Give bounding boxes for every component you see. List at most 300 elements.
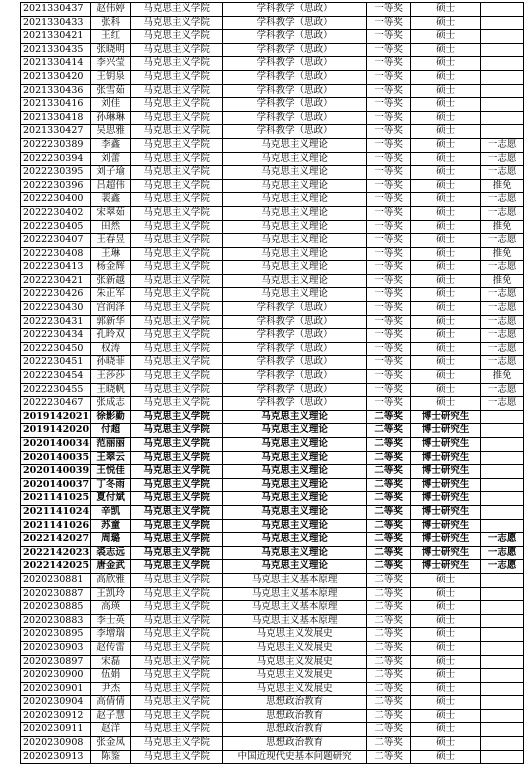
major-cell: 马克思主义理论 — [223, 451, 367, 465]
note-cell — [481, 478, 524, 492]
major-cell: 思想政治教育 — [223, 723, 367, 737]
student-name-cell: 赵传雷 — [91, 641, 131, 655]
student-name-cell: 宋磊 — [91, 655, 131, 669]
table-body — [21, 3, 524, 764]
college-cell: 马克思主义学院 — [131, 682, 223, 696]
student-id-cell: 2022230396 — [21, 179, 91, 193]
degree-type-cell: 硕士 — [411, 601, 481, 615]
student-name-cell: 张雪茹 — [91, 84, 131, 98]
award-level-cell: 一等奖 — [367, 206, 411, 220]
student-name-cell: 赵伟婷 — [91, 3, 131, 17]
major-cell: 学科教学（思政） — [223, 70, 367, 84]
table-row — [21, 696, 524, 710]
award-level-cell: 二等奖 — [367, 601, 411, 615]
degree-type-cell: 硕士 — [411, 737, 481, 751]
degree-type-cell: 硕士 — [411, 84, 481, 98]
student-id-cell: 2020230883 — [21, 614, 91, 628]
college-cell: 马克思主义学院 — [131, 16, 223, 30]
student-id-cell: 2022230408 — [21, 247, 91, 261]
student-id-cell: 2020140039 — [21, 465, 91, 479]
award-level-cell: 二等奖 — [367, 614, 411, 628]
student-id-cell: 2020230897 — [21, 655, 91, 669]
major-cell: 学科教学（思政） — [223, 111, 367, 125]
college-cell: 马克思主义学院 — [131, 206, 223, 220]
award-level-cell: 一等奖 — [367, 315, 411, 329]
student-id-cell: 2020230885 — [21, 601, 91, 615]
major-cell: 马克思主义基本原理 — [223, 601, 367, 615]
college-cell: 马克思主义学院 — [131, 288, 223, 302]
note-cell — [481, 655, 524, 669]
award-level-cell: 一等奖 — [367, 247, 411, 261]
college-cell: 马克思主义学院 — [131, 356, 223, 370]
college-cell: 马克思主义学院 — [131, 669, 223, 683]
major-cell: 学科教学（思政） — [223, 125, 367, 139]
table-row — [21, 193, 524, 207]
student-id-cell: 2022230413 — [21, 261, 91, 275]
award-level-cell: 二等奖 — [367, 546, 411, 560]
college-cell: 马克思主义学院 — [131, 342, 223, 356]
college-cell: 马克思主义学院 — [131, 274, 223, 288]
table-row — [21, 43, 524, 57]
degree-type-cell: 硕士 — [411, 614, 481, 628]
degree-type-cell: 硕士 — [411, 750, 481, 764]
award-level-cell: 二等奖 — [367, 410, 411, 424]
major-cell: 马克思主义理论 — [223, 424, 367, 438]
college-cell: 马克思主义学院 — [131, 628, 223, 642]
college-cell: 马克思主义学院 — [131, 519, 223, 533]
college-cell: 马克思主义学院 — [131, 247, 223, 261]
student-id-cell: 2022230421 — [21, 274, 91, 288]
note-cell: 一志愿 — [481, 166, 524, 180]
student-name-cell: 张新越 — [91, 274, 131, 288]
student-name-cell: 王悦佳 — [91, 465, 131, 479]
table-row — [21, 179, 524, 193]
table-row — [21, 329, 524, 343]
college-cell: 马克思主义学院 — [131, 492, 223, 506]
table-row — [21, 505, 524, 519]
student-id-cell: 2020230900 — [21, 669, 91, 683]
major-cell: 学科教学（思政） — [223, 383, 367, 397]
major-cell: 马克思主义理论 — [223, 206, 367, 220]
student-id-cell: 2020140037 — [21, 478, 91, 492]
student-id-cell: 2021141025 — [21, 492, 91, 506]
note-cell: 一志愿 — [481, 397, 524, 411]
major-cell: 马克思主义理论 — [223, 247, 367, 261]
student-id-cell: 2022230450 — [21, 342, 91, 356]
student-id-cell: 2020230903 — [21, 641, 91, 655]
college-cell: 马克思主义学院 — [131, 709, 223, 723]
award-level-cell: 二等奖 — [367, 737, 411, 751]
student-name-cell: 张成志 — [91, 397, 131, 411]
table-row — [21, 410, 524, 424]
student-id-cell: 2020230904 — [21, 696, 91, 710]
table-row — [21, 30, 524, 44]
note-cell — [481, 125, 524, 139]
student-name-cell: 苏童 — [91, 519, 131, 533]
degree-type-cell: 硕士 — [411, 370, 481, 384]
note-cell — [481, 587, 524, 601]
student-name-cell: 田然 — [91, 220, 131, 234]
degree-type-cell: 博士研究生 — [411, 560, 481, 574]
degree-type-cell: 硕士 — [411, 655, 481, 669]
award-level-cell: 二等奖 — [367, 533, 411, 547]
college-cell: 马克思主义学院 — [131, 179, 223, 193]
note-cell — [481, 614, 524, 628]
table-row — [21, 573, 524, 587]
table-row — [21, 288, 524, 302]
award-level-cell: 二等奖 — [367, 655, 411, 669]
student-name-cell: 刘子瑜 — [91, 166, 131, 180]
note-cell — [481, 43, 524, 57]
major-cell: 思想政治教育 — [223, 709, 367, 723]
award-level-cell: 一等奖 — [367, 261, 411, 275]
student-name-cell: 王琳 — [91, 247, 131, 261]
table-row — [21, 3, 524, 17]
note-cell — [481, 3, 524, 17]
note-cell — [481, 57, 524, 71]
major-cell: 思想政治教育 — [223, 696, 367, 710]
college-cell: 马克思主义学院 — [131, 84, 223, 98]
student-id-cell: 2019142020 — [21, 424, 91, 438]
award-level-cell: 一等奖 — [367, 302, 411, 316]
major-cell: 马克思主义理论 — [223, 166, 367, 180]
student-id-cell: 2021330416 — [21, 98, 91, 112]
note-cell: 推免 — [481, 370, 524, 384]
table-row — [21, 709, 524, 723]
table-row — [21, 274, 524, 288]
student-id-cell: 2021330420 — [21, 70, 91, 84]
award-level-cell: 二等奖 — [367, 451, 411, 465]
award-level-cell: 一等奖 — [367, 111, 411, 125]
degree-type-cell: 博士研究生 — [411, 465, 481, 479]
student-id-cell: 2022230407 — [21, 234, 91, 248]
degree-type-cell: 硕士 — [411, 397, 481, 411]
student-id-cell: 2022142023 — [21, 546, 91, 560]
award-level-cell: 一等奖 — [367, 383, 411, 397]
note-cell — [481, 410, 524, 424]
table-row — [21, 533, 524, 547]
note-cell: 推免 — [481, 247, 524, 261]
student-name-cell: 王莎莎 — [91, 370, 131, 384]
student-id-cell: 2020230913 — [21, 750, 91, 764]
student-id-cell: 2021330433 — [21, 16, 91, 30]
college-cell: 马克思主义学院 — [131, 30, 223, 44]
degree-type-cell: 硕士 — [411, 220, 481, 234]
major-cell: 学科教学（思政） — [223, 3, 367, 17]
award-level-cell: 二等奖 — [367, 478, 411, 492]
degree-type-cell: 博士研究生 — [411, 546, 481, 560]
note-cell — [481, 424, 524, 438]
student-name-cell: 徐影勤 — [91, 410, 131, 424]
award-level-cell: 一等奖 — [367, 84, 411, 98]
student-id-cell: 2020230901 — [21, 682, 91, 696]
table-row — [21, 16, 524, 30]
note-cell: 推免 — [481, 274, 524, 288]
table-row — [21, 383, 524, 397]
award-level-cell: 二等奖 — [367, 641, 411, 655]
note-cell: 一志愿 — [481, 193, 524, 207]
major-cell: 马克思主义发展史 — [223, 682, 367, 696]
student-id-cell: 2022230467 — [21, 397, 91, 411]
major-cell: 马克思主义理论 — [223, 505, 367, 519]
table-row — [21, 342, 524, 356]
note-cell — [481, 465, 524, 479]
note-cell — [481, 30, 524, 44]
student-name-cell: 赵子慧 — [91, 709, 131, 723]
college-cell: 马克思主义学院 — [131, 234, 223, 248]
student-name-cell: 郭新华 — [91, 315, 131, 329]
degree-type-cell: 博士研究生 — [411, 438, 481, 452]
award-level-cell: 一等奖 — [367, 220, 411, 234]
college-cell: 马克思主义学院 — [131, 220, 223, 234]
major-cell: 马克思主义理论 — [223, 560, 367, 574]
major-cell: 马克思主义理论 — [223, 533, 367, 547]
major-cell: 马克思主义理论 — [223, 274, 367, 288]
student-id-cell: 2021330427 — [21, 125, 91, 139]
major-cell: 马克思主义理论 — [223, 478, 367, 492]
degree-type-cell: 硕士 — [411, 98, 481, 112]
degree-type-cell: 硕士 — [411, 709, 481, 723]
note-cell — [481, 641, 524, 655]
student-id-cell: 2022230455 — [21, 383, 91, 397]
table-row — [21, 370, 524, 384]
award-level-cell: 一等奖 — [367, 274, 411, 288]
table-row — [21, 560, 524, 574]
note-cell: 一志愿 — [481, 288, 524, 302]
award-level-cell: 二等奖 — [367, 519, 411, 533]
award-level-cell: 二等奖 — [367, 628, 411, 642]
major-cell: 学科教学（思政） — [223, 57, 367, 71]
table-row — [21, 614, 524, 628]
major-cell: 学科教学（思政） — [223, 16, 367, 30]
award-level-cell: 二等奖 — [367, 560, 411, 574]
college-cell: 马克思主义学院 — [131, 465, 223, 479]
degree-type-cell: 硕士 — [411, 315, 481, 329]
degree-type-cell: 硕士 — [411, 70, 481, 84]
college-cell: 马克思主义学院 — [131, 315, 223, 329]
student-id-cell: 2021330414 — [21, 57, 91, 71]
student-name-cell: 陈鉴 — [91, 750, 131, 764]
table-row — [21, 492, 524, 506]
degree-type-cell: 硕士 — [411, 57, 481, 71]
college-cell: 马克思主义学院 — [131, 383, 223, 397]
student-name-cell: 朱正军 — [91, 288, 131, 302]
student-name-cell: 夏付斌 — [91, 492, 131, 506]
student-name-cell: 孙琳琳 — [91, 111, 131, 125]
table-row — [21, 98, 524, 112]
degree-type-cell: 博士研究生 — [411, 451, 481, 465]
student-id-cell: 2022230451 — [21, 356, 91, 370]
major-cell: 马克思主义理论 — [223, 193, 367, 207]
degree-type-cell: 硕士 — [411, 329, 481, 343]
major-cell: 马克思主义理论 — [223, 234, 367, 248]
award-level-cell: 一等奖 — [367, 57, 411, 71]
note-cell — [481, 750, 524, 764]
degree-type-cell: 硕士 — [411, 138, 481, 152]
note-cell — [481, 451, 524, 465]
table-row — [21, 152, 524, 166]
student-id-cell: 2020230908 — [21, 737, 91, 751]
award-level-cell: 一等奖 — [367, 98, 411, 112]
student-id-cell: 2022230405 — [21, 220, 91, 234]
table-row — [21, 234, 524, 248]
table-row — [21, 451, 524, 465]
award-level-cell: 二等奖 — [367, 505, 411, 519]
student-id-cell: 2022230389 — [21, 138, 91, 152]
major-cell: 马克思主义理论 — [223, 465, 367, 479]
student-id-cell: 2021330437 — [21, 3, 91, 17]
college-cell: 马克思主义学院 — [131, 410, 223, 424]
award-level-cell: 一等奖 — [367, 125, 411, 139]
degree-type-cell: 博士研究生 — [411, 410, 481, 424]
student-name-cell: 丁冬雨 — [91, 478, 131, 492]
table-row — [21, 138, 524, 152]
scholarship-list-table — [20, 2, 524, 764]
award-level-cell: 一等奖 — [367, 30, 411, 44]
award-level-cell: 一等奖 — [367, 152, 411, 166]
major-cell: 马克思主义理论 — [223, 179, 367, 193]
table-row — [21, 206, 524, 220]
major-cell: 马克思主义发展史 — [223, 628, 367, 642]
student-id-cell: 2021330418 — [21, 111, 91, 125]
college-cell: 马克思主义学院 — [131, 166, 223, 180]
table-row — [21, 70, 524, 84]
major-cell: 学科教学（思政） — [223, 84, 367, 98]
degree-type-cell: 硕士 — [411, 261, 481, 275]
award-level-cell: 一等奖 — [367, 329, 411, 343]
student-name-cell: 周璐 — [91, 533, 131, 547]
student-name-cell: 唐金武 — [91, 560, 131, 574]
degree-type-cell: 硕士 — [411, 43, 481, 57]
table-row — [21, 750, 524, 764]
student-name-cell: 高欣雅 — [91, 573, 131, 587]
major-cell: 马克思主义理论 — [223, 410, 367, 424]
table-row — [21, 478, 524, 492]
table-row — [21, 682, 524, 696]
student-name-cell: 王翠云 — [91, 451, 131, 465]
student-name-cell: 赵洋 — [91, 723, 131, 737]
student-name-cell: 辛凯 — [91, 505, 131, 519]
degree-type-cell: 博士研究生 — [411, 519, 481, 533]
student-name-cell: 王春昱 — [91, 234, 131, 248]
student-name-cell: 李增瑞 — [91, 628, 131, 642]
table-row — [21, 641, 524, 655]
note-cell: 推免 — [481, 220, 524, 234]
award-level-cell: 一等奖 — [367, 342, 411, 356]
degree-type-cell: 硕士 — [411, 234, 481, 248]
note-cell: 一志愿 — [481, 261, 524, 275]
award-level-cell: 一等奖 — [367, 234, 411, 248]
major-cell: 马克思主义理论 — [223, 261, 367, 275]
student-id-cell: 2020140035 — [21, 451, 91, 465]
college-cell: 马克思主义学院 — [131, 43, 223, 57]
degree-type-cell: 硕士 — [411, 628, 481, 642]
major-cell: 中国近现代史基本问题研究 — [223, 750, 367, 764]
student-name-cell: 高倩倩 — [91, 696, 131, 710]
major-cell: 马克思主义理论 — [223, 138, 367, 152]
student-id-cell: 2021330421 — [21, 30, 91, 44]
degree-type-cell: 博士研究生 — [411, 424, 481, 438]
major-cell: 马克思主义理论 — [223, 546, 367, 560]
college-cell: 马克思主义学院 — [131, 641, 223, 655]
college-cell: 马克思主义学院 — [131, 302, 223, 316]
college-cell: 马克思主义学院 — [131, 193, 223, 207]
student-id-cell: 2020230912 — [21, 709, 91, 723]
table-row — [21, 261, 524, 275]
student-name-cell: 张晓明 — [91, 43, 131, 57]
student-name-cell: 孙晓菲 — [91, 356, 131, 370]
college-cell: 马克思主义学院 — [131, 438, 223, 452]
award-level-cell: 二等奖 — [367, 424, 411, 438]
note-cell — [481, 737, 524, 751]
note-cell — [481, 628, 524, 642]
college-cell: 马克思主义学院 — [131, 587, 223, 601]
table-row — [21, 166, 524, 180]
student-id-cell: 2022230454 — [21, 370, 91, 384]
degree-type-cell: 硕士 — [411, 723, 481, 737]
table-row — [21, 587, 524, 601]
college-cell: 马克思主义学院 — [131, 451, 223, 465]
note-cell — [481, 682, 524, 696]
student-name-cell: 王红 — [91, 30, 131, 44]
college-cell: 马克思主义学院 — [131, 696, 223, 710]
major-cell: 马克思主义基本原理 — [223, 573, 367, 587]
college-cell: 马克思主义学院 — [131, 111, 223, 125]
table-row — [21, 397, 524, 411]
table-row — [21, 315, 524, 329]
award-level-cell: 一等奖 — [367, 193, 411, 207]
college-cell: 马克思主义学院 — [131, 370, 223, 384]
student-name-cell: 王晓帆 — [91, 383, 131, 397]
college-cell: 马克思主义学院 — [131, 152, 223, 166]
major-cell: 学科教学（思政） — [223, 356, 367, 370]
award-level-cell: 一等奖 — [367, 3, 411, 17]
note-cell: 一志愿 — [481, 152, 524, 166]
student-name-cell: 吕超伟 — [91, 179, 131, 193]
student-name-cell: 李鑫 — [91, 138, 131, 152]
degree-type-cell: 博士研究生 — [411, 492, 481, 506]
degree-type-cell: 硕士 — [411, 206, 481, 220]
degree-type-cell: 博士研究生 — [411, 533, 481, 547]
student-id-cell: 2022142025 — [21, 560, 91, 574]
college-cell: 马克思主义学院 — [131, 57, 223, 71]
college-cell: 马克思主义学院 — [131, 560, 223, 574]
table-row — [21, 356, 524, 370]
student-name-cell: 裴鑫 — [91, 193, 131, 207]
note-cell — [481, 492, 524, 506]
major-cell: 学科教学（思政） — [223, 397, 367, 411]
college-cell: 马克思主义学院 — [131, 723, 223, 737]
degree-type-cell: 硕士 — [411, 669, 481, 683]
degree-type-cell: 硕士 — [411, 356, 481, 370]
degree-type-cell: 硕士 — [411, 302, 481, 316]
award-level-cell: 二等奖 — [367, 465, 411, 479]
college-cell: 马克思主义学院 — [131, 655, 223, 669]
award-level-cell: 二等奖 — [367, 492, 411, 506]
college-cell: 马克思主义学院 — [131, 125, 223, 139]
note-cell — [481, 70, 524, 84]
major-cell: 马克思主义理论 — [223, 220, 367, 234]
major-cell: 学科教学（思政） — [223, 302, 367, 316]
award-level-cell: 二等奖 — [367, 587, 411, 601]
degree-type-cell: 硕士 — [411, 641, 481, 655]
table-row — [21, 247, 524, 261]
note-cell — [481, 696, 524, 710]
major-cell: 学科教学（思政） — [223, 329, 367, 343]
table-row — [21, 111, 524, 125]
student-name-cell: 吴思雅 — [91, 125, 131, 139]
major-cell: 学科教学（思政） — [223, 315, 367, 329]
